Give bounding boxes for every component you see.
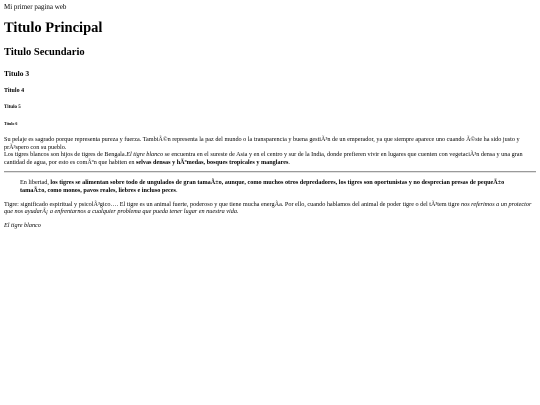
- heading-6: Titulo 6: [4, 121, 18, 126]
- bengala-text: Los tigres blancos son hijos de tigres de Bengala.: [4, 151, 127, 159]
- tigre-blanco-caption: El tigre blanco: [4, 221, 41, 229]
- libertad-text: En libertad,: [20, 179, 51, 187]
- habitat-end: .: [288, 158, 290, 166]
- heading-5: Titulo 5: [4, 105, 21, 110]
- significado-end: .: [236, 208, 239, 216]
- divider: [4, 171, 536, 173]
- paragraph-tigre-blanco: [4, 222, 536, 230]
- paragraph-pelaje: [4, 136, 536, 166]
- tigre-blanco-emphasis: El tigre blanco: [126, 151, 164, 159]
- significado-emphasis: nos referimos a un protector que nos ayudarÃ¡ a enfrentarnos a cualquier problema que pueda tener lugar en nuestra vida: [4, 200, 532, 216]
- heading-1: Titulo Principal: [4, 20, 103, 36]
- libertad-strong: los tigres se alimentan sobre todo de ungulados de gran tamaÃ±o, aunque, como muchos otros depredadores, los tigres son oportunistas y no desprecian presas de pequeÃ±o tamaÃ±o, como monos, pavos reales, liebres e incluso peces: [20, 179, 505, 194]
- heading-2: Titulo Secundario: [4, 47, 85, 58]
- pelaje-text: Su pelaje es sagrado porque representa pureza y fuerza. TambiÃ©n representa la paz del mundo o la transparencia y buena gestiÃ³n de un emperador, ya que siempre aparece uno cuando Ã©ste ha sido justo y prÃ³spero con su pueblo.: [4, 136, 520, 151]
- libertad-end: .: [175, 186, 178, 194]
- habitat-strong: selvas densas y hÃºmedas, bosques tropicales y manglares: [135, 158, 289, 166]
- paragraph-significado: [4, 201, 536, 216]
- habitat-text: se encuentra en el sureste de Asia y en el centro y sur de la India, donde prefieren vivir en lugares que cuenten con vegetaciÃ³n densa y una gran cantidad de agua, por esto es comÃºn que habiten en: [4, 151, 523, 166]
- blockquote-libertad: [20, 179, 520, 194]
- heading-4: Titulo 4: [4, 88, 25, 94]
- window-title: Mi primer pagina web: [4, 3, 67, 11]
- significado-text: Tigre: significado espiritual y psicolÃ³gico…. El tigre es un animal fuerte, poderoso y que tiene mucha energÃa. Por ello, cuando hablamos del animal de poder tigre o del tÃ³tem tigre: [4, 200, 461, 208]
- heading-3: Titulo 3: [4, 69, 30, 78]
